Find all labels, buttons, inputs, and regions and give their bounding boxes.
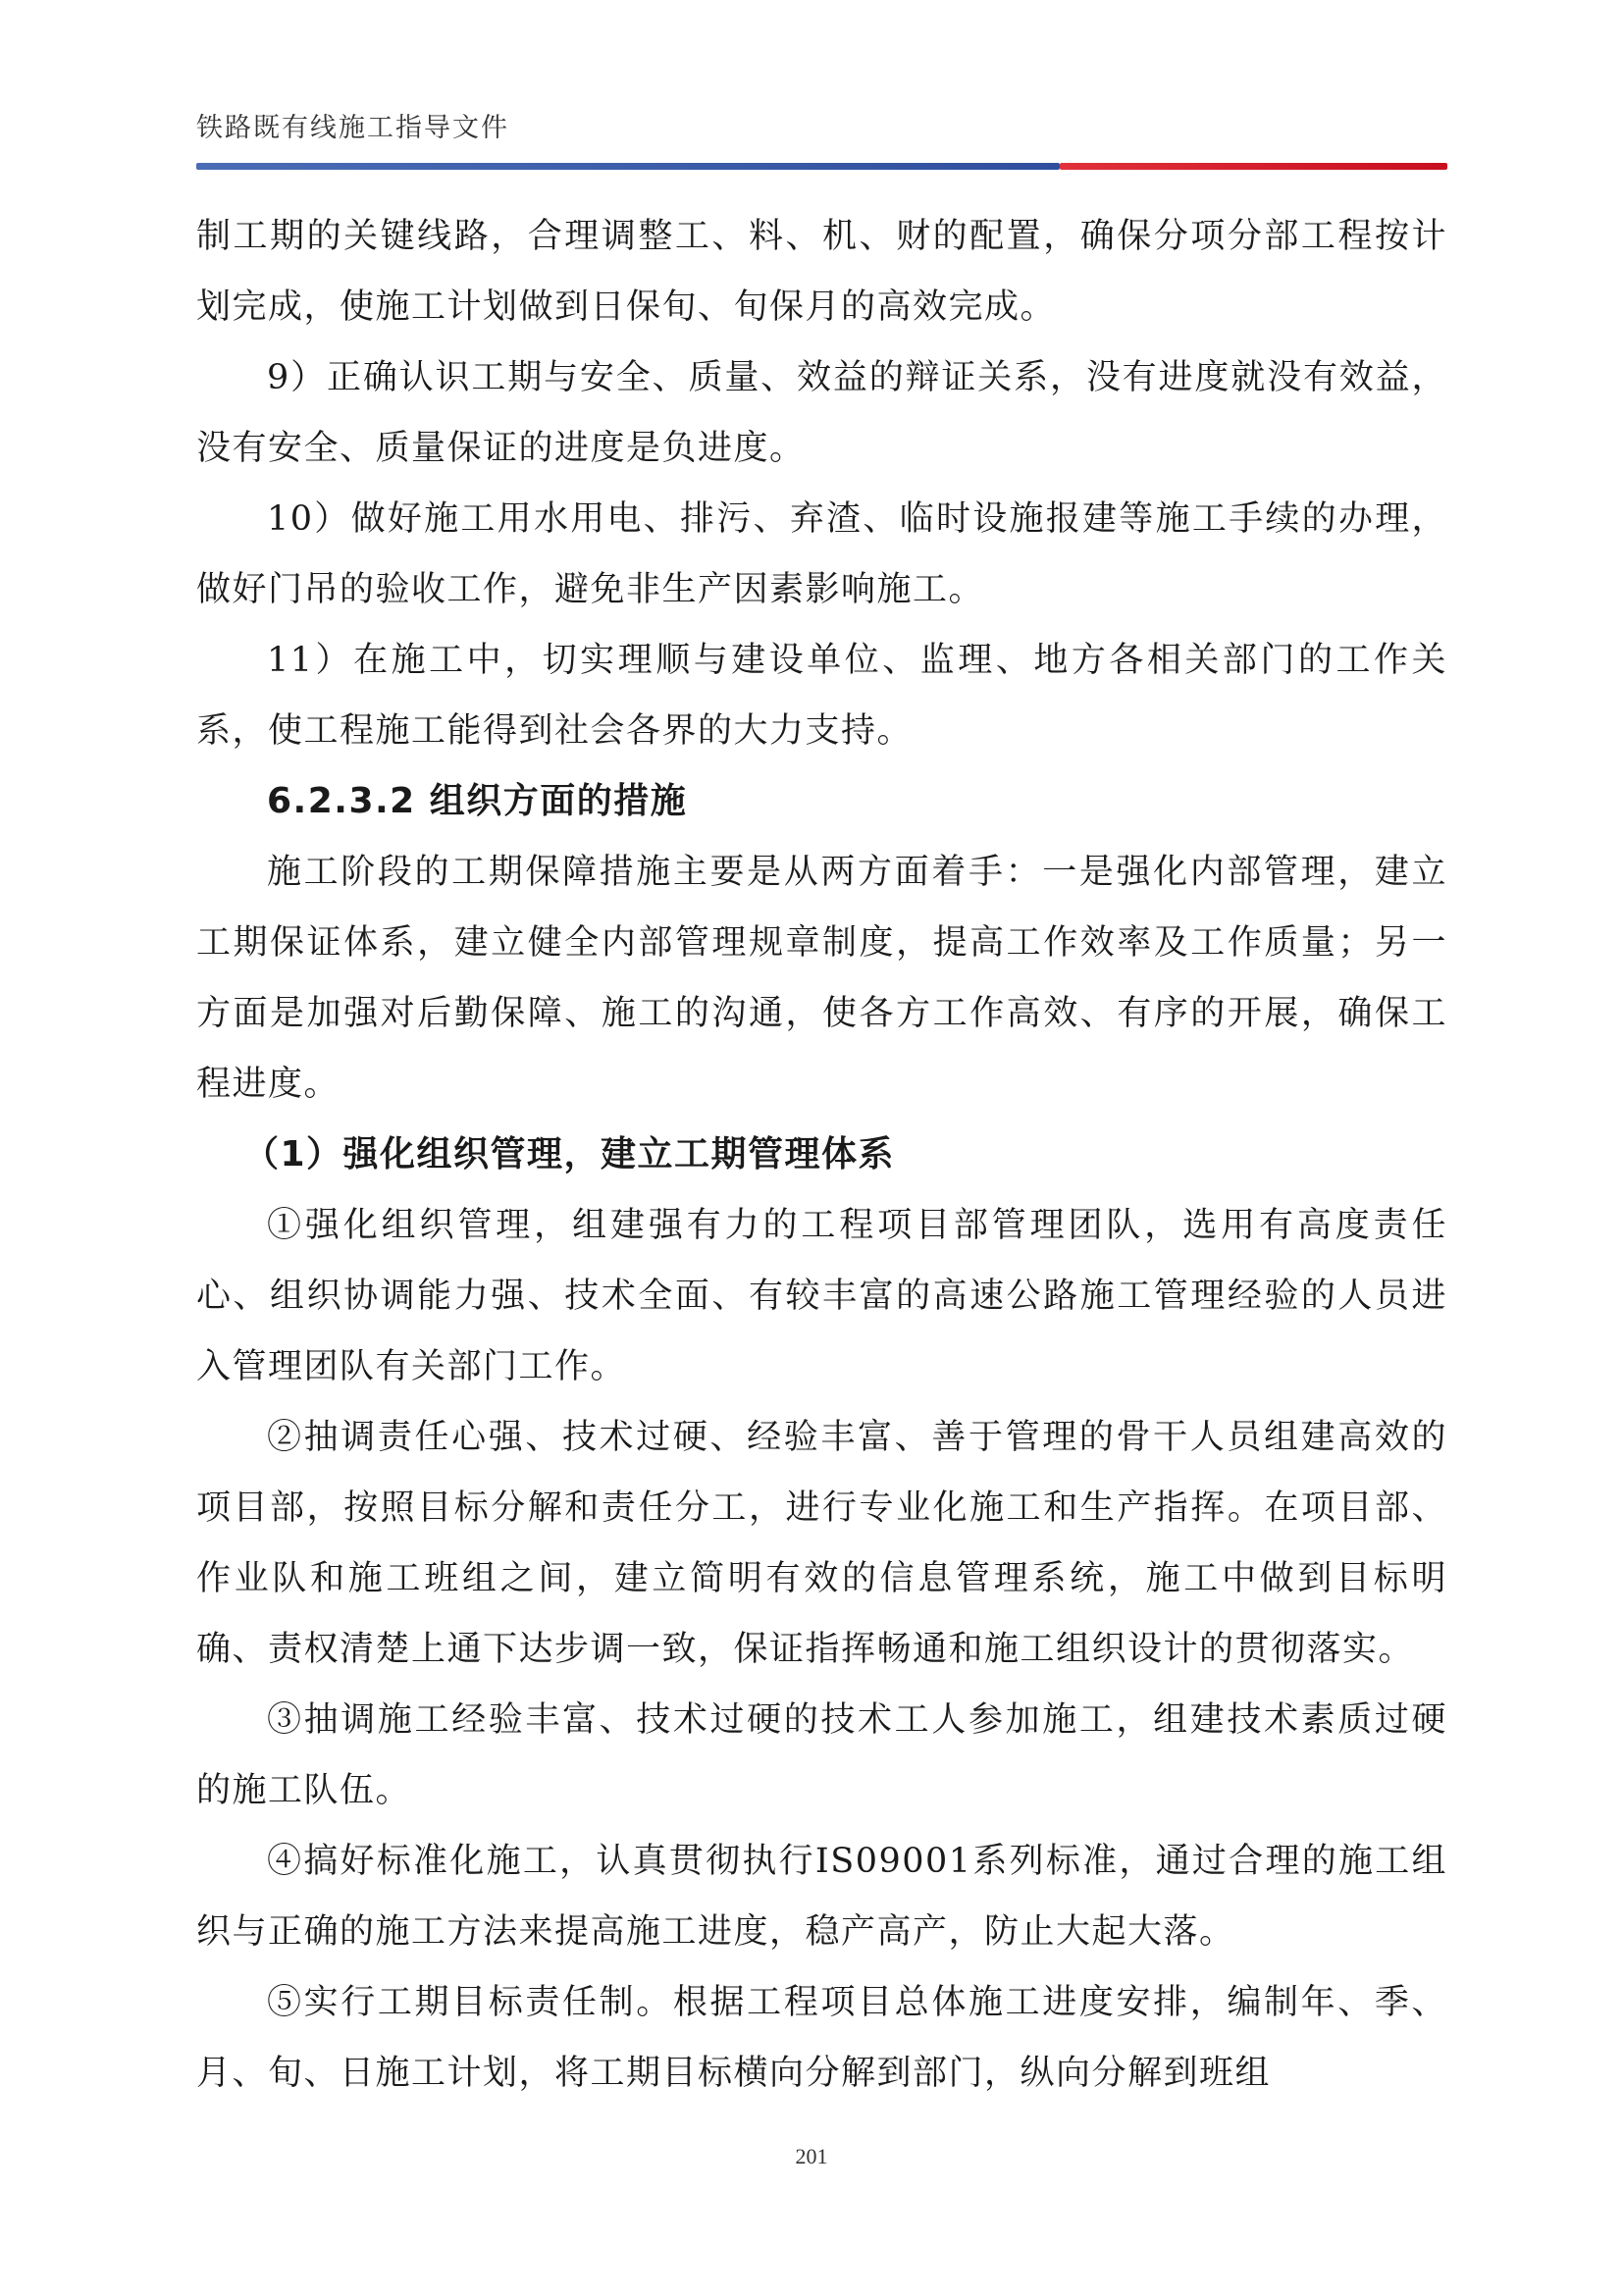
paragraph-point-5: ⑤实行工期目标责任制。根据工程项目总体施工进度安排，编制年、季、月、旬、日施工计划，将工期目标横向分解到部门，纵向分解到班组: [196, 1983, 1447, 2093]
document-body: [196, 201, 1447, 2109]
running-header: 铁路既有线施工指导文件: [196, 113, 509, 143]
paragraph-intro: 施工阶段的工期保障措施主要是从两方面着手：一是强化内部管理，建立工期保证体系，建立健全内部管理规章制度，提高工作效率及工作质量；另一方面是加强对后勤保障、施工的沟通，使各方工作高效、有序的开展，确保工程进度。: [196, 853, 1447, 1104]
subsection-heading: （1）强化组织管理，建立工期管理体系: [243, 1134, 896, 1174]
paragraph-item-9: 9）正确认识工期与安全、质量、效益的辩证关系，没有进度就没有效益，没有安全、质量保证的进度是负进度。: [196, 358, 1447, 468]
paragraph-point-3: ③抽调施工经验丰富、技术过硬的技术工人参加施工，组建技术素质过硬的施工队伍。: [196, 1700, 1447, 1810]
header-rule-red: [1060, 163, 1447, 170]
page-number: 201: [795, 2144, 828, 2168]
paragraph-point-4: ④搞好标准化施工，认真贯彻执行IS09001系列标准，通过合理的施工组织与正确的施工方法来提高施工进度，稳产高产，防止大起大落。: [196, 1842, 1447, 1952]
paragraph-item-11: 11）在施工中，切实理顺与建设单位、监理、地方各相关部门的工作关系，使工程施工能得到社会各界的大力支持。: [196, 641, 1447, 751]
section-heading: 6.2.3.2 组织方面的措施: [267, 781, 688, 821]
header-rule-blue: [196, 163, 1060, 170]
paragraph-item-10: 10）做好施工用水用电、排污、弃渣、临时设施报建等施工手续的办理，做好门吊的验收工作，避免非生产因素影响施工。: [196, 499, 1447, 609]
paragraph-continued: 制工期的关键线路，合理调整工、料、机、财的配置，确保分项分部工程按计划完成，使施工计划做到日保旬、旬保月的高效完成。: [196, 217, 1447, 327]
paragraph-point-1: ①强化组织管理，组建强有力的工程项目部管理团队，选用有高度责任心、组织协调能力强、技术全面、有较丰富的高速公路施工管理经验的人员进入管理团队有关部门工作。: [196, 1206, 1447, 1386]
paragraph-point-2: ②抽调责任心强、技术过硬、经验丰富、善于管理的骨干人员组建高效的项目部，按照目标分解和责任分工，进行专业化施工和生产指挥。在项目部、作业队和施工班组之间，建立简明有效的信息管理系统，施工中做到目标明确、责权清楚上通下达步调一致，保证指挥畅通和施工组织设计的贯彻落实。: [196, 1418, 1447, 1669]
